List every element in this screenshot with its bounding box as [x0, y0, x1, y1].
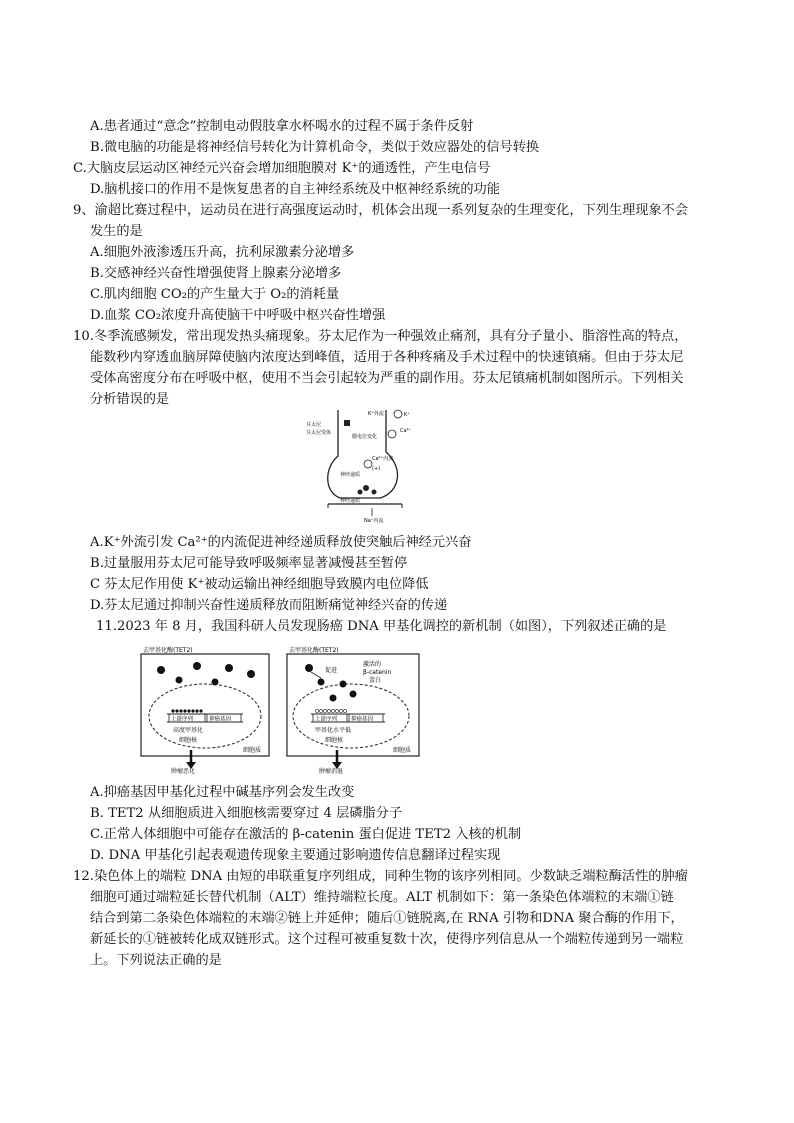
right-nucleus-label: 细胞核 — [325, 737, 344, 744]
q10-stem-line2: 能数秒内穿透血脑屏障使脑内浓度达到峰值，适用于各种疼痛及手术过程中的快速镇痛。但由于芬太尼 — [90, 350, 684, 365]
left-enzyme-label: 去甲基化酶(TET2) — [143, 647, 193, 654]
ca-in-label: Ca²⁺内流 — [372, 456, 394, 462]
plus-label: (+) — [372, 466, 381, 472]
left-gene-label: 抑癌基因 — [209, 716, 232, 723]
q10-option-c: C 芬太尼作用使 K⁺被动运输出神经细胞导致膜内电位降低 — [90, 577, 429, 592]
presynaptic-membrane — [328, 410, 398, 498]
methylation-figure — [139, 646, 425, 774]
right-gene-label: 抑癌基因 — [351, 716, 374, 723]
q10-stem-line3: 受体高密度分布在呼吸中枢，使用不当会引起较为严重的副作用。芬太尼镇痛机制如图所示。下列相关 — [90, 371, 684, 386]
q8-option-a: A.患者通过“意念”控制电动假肢拿水杯喝水的过程不属于条件反射 — [90, 119, 474, 134]
fentanyl-label: 芬太尼 — [306, 422, 322, 428]
left-upstream-label: 上游序列 — [171, 716, 194, 723]
left-level-label: 高度甲基化 — [173, 727, 204, 734]
q8-option-d: D.脑机接口的作用不是恢复患者的自主神经系统及中枢神经系统的功能 — [90, 182, 500, 197]
q10-option-b: B.过量服用芬太尼可能导致呼吸频率显著减慢甚至暂停 — [90, 556, 408, 571]
left-panel — [141, 646, 269, 774]
q9-option-c: C.肌肉细胞 CO₂的产生量大于 O₂的消耗量 — [90, 287, 340, 302]
vesicle — [372, 490, 377, 495]
membrane-change-label: 膜电位变化 — [352, 434, 378, 440]
q11-stem: 11.2023 年 8 月，我国科研人员发现肠癌 DNA 甲基化调控的新机制（如图），下列叙述正确的是 — [96, 619, 667, 634]
ca-channel — [388, 430, 396, 438]
q10-stem-line1: 10.冬季流感频发，常出现发热头痛现象。芬太尼作为一种强效止痛剂，具有分子量小、脂溶性高的特点， — [73, 329, 688, 344]
q8-option-c: C.大脑皮层运动区神经元兴奋会增加细胞膜对 K⁺的通透性，产生电信号 — [73, 161, 491, 176]
fentanyl-receptor-mark — [344, 420, 350, 426]
right-cyto-label: 细胞质 — [393, 747, 412, 754]
q12-stem-line1: 12.染色体上的端粒 DNA 由短的串联重复序列组成，同种生物的该序列相同。少数缺乏端粒酶活性的肿瘤 — [73, 869, 688, 884]
right-level-label: 甲基化水平低 — [315, 727, 352, 734]
k-channel — [394, 410, 402, 418]
left-cyto-label: 细胞质 — [243, 747, 262, 754]
right-enzyme-label: 去甲基化酶(TET2) — [289, 647, 339, 654]
q11-option-b: B. TET2 从细胞质进入细胞核需要穿过 4 层磷脂分子 — [90, 806, 403, 821]
right-upstream-label: 上游序列 — [315, 716, 338, 723]
right-activated-label-3: 蛋白 — [369, 677, 382, 684]
ca-ion-label: Ca²⁺ — [400, 428, 412, 434]
q9-option-b: B.交感神经兴奋性增强使肾上腺素分泌增多 — [90, 266, 342, 281]
transmitter-label: 神经递质 — [340, 472, 361, 478]
k-out-label: K⁺外流 — [368, 411, 384, 417]
q10-option-d: D.芬太尼通过抑制兴奋性递质释放而阻断痛觉神经兴奋的传递 — [90, 598, 448, 613]
q9-stem-line2: 发生的是 — [90, 224, 143, 239]
right-promote-label: 促进 — [325, 667, 338, 674]
q8-option-b: B.微电脑的功能是将神经信号转化为计算机命令，类似于效应器处的信号转换 — [90, 140, 540, 155]
q11-option-c: C.正常人体细胞中可能存在激活的 β-catenin 蛋白促进 TET2 入核的机制 — [90, 827, 522, 842]
receptor-label: 芬太尼受体 — [306, 430, 332, 436]
q12-stem-line4: 新延长的①链被转化成双链形式。这个过程可被重复数十次，使得序列信息从一个端粒传递到另一端粒 — [90, 932, 684, 947]
left-result-label: 肿瘤恶化 — [171, 768, 196, 774]
q12-stem-line3: 结合到第二条染色体端粒的末端②链上并延伸；随后①链脱离,在 RNA 引物和DNA 聚合酶的作用下， — [90, 911, 684, 926]
q9-option-a: A.细胞外液渗透压升高，抗利尿激素分泌增多 — [90, 245, 355, 260]
right-activated-label-1: 激活的 — [363, 661, 382, 668]
q11-option-d: D. DNA 甲基化引起表观遗传现象主要通过影响遗传信息翻译过程实现 — [90, 848, 501, 863]
q11-option-a: A.抑癌基因甲基化过程中碱基序列会发生改变 — [90, 785, 355, 800]
na-in-label: Na⁺内流 — [364, 518, 384, 524]
q10-option-a: A.K⁺外流引发 Ca²⁺的内流促进神经递质释放使突触后神经元兴奋 — [90, 535, 472, 550]
ca-ion-marker — [364, 460, 372, 468]
synapse-figure — [304, 408, 424, 524]
q12-stem-line5: 上。下列说法正确的是 — [90, 953, 222, 968]
right-result-label: 肿瘤消退 — [319, 768, 344, 774]
q9-stem-line1: 9、渝超比赛过程中，运动员在进行高强度运动时，机体会出现一系列复杂的生理变化，下列生理现象不会 — [73, 203, 689, 218]
right-panel — [287, 646, 419, 774]
q9-option-d: D.血浆 CO₂浓度升高使脑干中呼吸中枢兴奋性增强 — [90, 308, 386, 323]
q12-stem-line2: 细胞可通过端粒延长替代机制（ALT）维持端粒长度。ALT 机制如下：第一条染色体端粒的末端①链 — [90, 890, 674, 905]
vesicle — [358, 490, 363, 495]
q10-stem-line4: 分析错误的是 — [90, 392, 170, 407]
left-nucleus-label: 细胞核 — [179, 737, 198, 744]
k-ion-label: K⁺ — [404, 412, 410, 418]
right-activated-label-2: β-catenin — [363, 669, 392, 676]
transmitter-label-2: 神经递质 — [340, 498, 361, 504]
vesicle — [363, 485, 369, 491]
